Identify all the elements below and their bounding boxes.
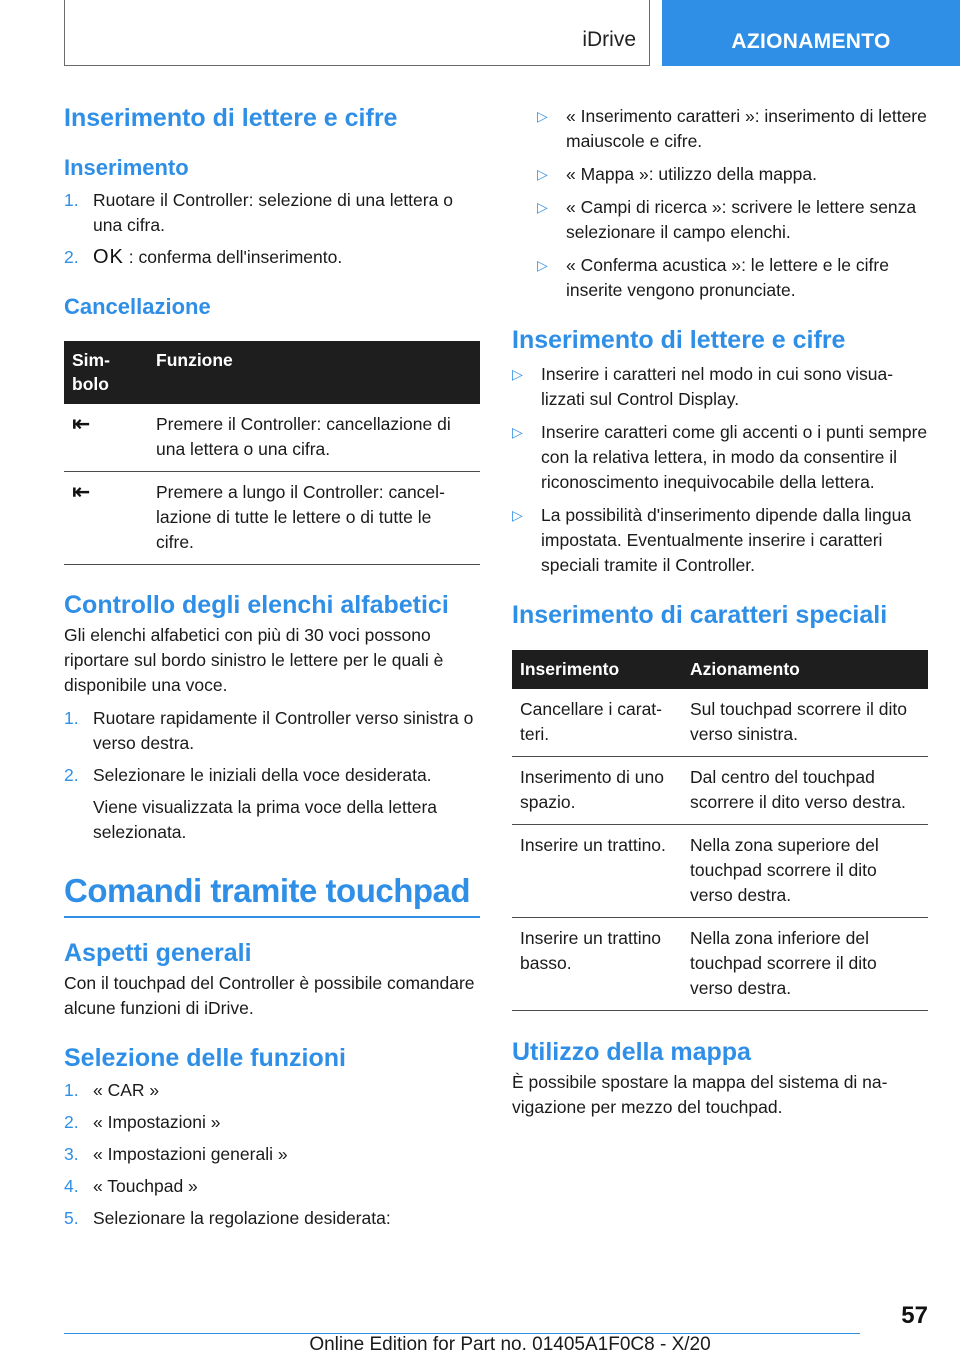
list-item: 2. « Impostazioni » [64,1112,221,1133]
backspace-arrow-icon: ⇤ [72,410,91,436]
inserimento2-bullets [512,362,928,578]
list-item: 4. « Touchpad » [64,1176,198,1197]
list-item: ▷ Inserire caratteri come gli accenti o i punti sempre con la relativa lettera, in modo da consentire il riconoscimento inequivocabile della lettera. [512,422,928,492]
table-header: Inserimento [512,650,682,689]
list-item: 2. OK : conferma dell'inserimento. [64,246,343,269]
triangle-right-outline-icon: ▷ [537,257,548,273]
heading-alfabetici: Controllo degli elenchi alfabetici [64,590,449,619]
header-frame [64,0,650,66]
list-item: ▷ « Conferma acustica »: le lettere e le cifre inserite vengono pronunciate. [537,255,889,300]
right-column [512,104,928,1120]
left-column [64,100,480,1231]
speciali-table [512,650,928,1011]
list-item: ▷ « Campi di ricerca »: scrivere le lettere senza selezionare il campo elenchi. [537,197,917,242]
triangle-right-outline-icon: ▷ [537,199,548,215]
header-chapter-tab: AZIONAMENTO [662,0,960,66]
table-row: Inserire un trattino basso. Nella zona inferiore del touchpad scorrere il dito verso destra. [512,918,928,1011]
table-row: Inserire un trattino. Nella zona superiore del touchpad scorrere il dito verso destra. [512,825,928,918]
heading-mappa: Utilizzo della mappa [512,1038,751,1066]
triangle-right-outline-icon: ▷ [512,366,523,382]
list-item: ▷ Inserire i caratteri nel modo in cui sono visualizzati sul Control Display. [512,364,894,409]
alfabetici-intro: Gli elenchi alfabetici con più di 30 voci possono riportare sul bordo sinistro le lettere per le quali è disponibile una voce. [64,624,444,695]
header-section-title: iDrive [582,28,636,51]
alfabetici-note: Viene visualizzata la prima voce della lettera selezionata. [93,796,438,842]
triangle-right-outline-icon: ▷ [512,424,523,440]
ok-icon: OK [93,246,124,269]
page-number: 57 [901,1302,928,1329]
selezione-steps [64,1078,480,1231]
heading-selezione: Selezione delle funzioni [64,1044,346,1073]
list-item: ▷ « Inserimento caratteri »: inserimento di lettere maiuscole e cifre. [537,106,927,151]
heading-inserimento: Inserimento [64,155,189,180]
table-row: Cancellare i caratteri. Sul touchpad scorrere il dito verso sinistra. [512,689,928,757]
list-item: 5. Selezionare la regolazione desiderata: [64,1208,391,1229]
triangle-right-outline-icon: ▷ [537,108,548,124]
heading-cancellazione: Cancellazione [64,294,211,320]
alfabetici-steps [64,706,480,788]
list-item: 2. Selezionare le iniziali della voce desiderata. [64,764,432,785]
list-item: 1. « CAR » [64,1080,160,1101]
footer-edition: Online Edition for Part no. 01405A1F0C8 - X/20 [309,1334,711,1355]
list-item: 3. « Impostazioni generali » [64,1144,288,1165]
heading-generali: Aspetti generali [64,939,252,968]
generali-text: Con il touchpad del Controller è possibile comandare alcune funzioni di iDrive. [64,973,475,1019]
table-header: Azionamento [682,650,928,689]
table-row: ⇤ Premere il Controller: cancellazione di una lettera o una cifra. [64,404,480,472]
triangle-right-outline-icon: ▷ [537,166,548,182]
table-header: Simbolo [64,341,148,404]
triangle-right-outline-icon: ▷ [512,507,523,523]
backspace-arrow-icon: ⇤ [72,478,91,504]
table-row: Inserimento di uno spazio. Dal centro del touchpad scorrere il dito verso destra. [512,757,928,825]
cancellazione-table [64,341,480,565]
list-item: ▷ « Mappa »: utilizzo della mappa. [537,162,928,187]
heading-inserimento2: Inserimento di lettere e cifre [512,326,846,354]
table-header: Funzione [148,341,480,404]
heading-speciali: Inserimento di caratteri speciali [512,601,888,629]
mappa-text: È possibile spostare la mappa del sistema di navigazione per mezzo del touchpad. [512,1072,888,1117]
inserimento-steps [64,188,480,270]
list-item: 1. Ruotare il Controller: selezione di una lettera o una cifra. [64,190,453,236]
list-item: ▷ La possibilità d'inserimento dipende dalla lingua impostata. Eventualmente inserire i caratteri speciali tramite il Controller. [512,505,912,575]
table-row: ⇤ Premere a lungo il Controller: cancellazione di tutte le lettere o di tutte le cifre. [64,471,480,564]
section-title: Inserimento di lettere e cifre [64,104,398,132]
heading-touchpad: Comandi tramite touchpad [64,871,480,919]
list-item: 1. Ruotare rapidamente il Controller verso sinistra o verso destra. [64,707,474,753]
options-list [512,104,928,303]
